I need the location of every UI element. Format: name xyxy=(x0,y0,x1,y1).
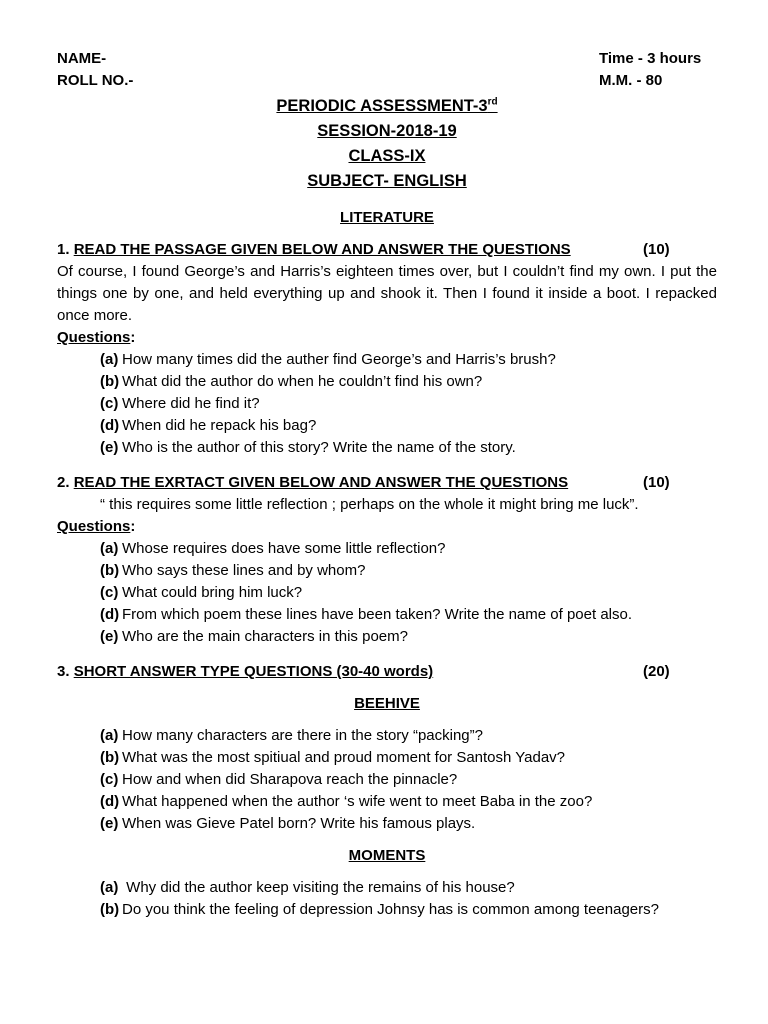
q2-question-d xyxy=(57,604,717,626)
question-label: (d) xyxy=(100,417,120,434)
question-text: Whose requires does have some little reflection? xyxy=(122,540,446,557)
question-text: What could bring him luck? xyxy=(122,584,303,601)
q2-question-b xyxy=(57,560,717,582)
question-label: (c) xyxy=(100,584,119,601)
moments-question-list xyxy=(57,877,717,921)
header-row-1 xyxy=(57,48,717,70)
question-text: How and when did Sharapova reach the pinnacle? xyxy=(122,771,458,788)
beehive-question-c xyxy=(57,769,717,791)
q1-question-list xyxy=(57,349,717,459)
beehive-question-b xyxy=(57,747,717,769)
q2-extract: “ this requires some little reflection ; perhaps on the whole it might bring me luck”. xyxy=(100,496,639,513)
header-row-2 xyxy=(57,70,717,92)
question-text: How many characters are there in the story “packing”? xyxy=(122,727,483,744)
question-text: What happened when the author ‘s wife went to meet Baba in the zoo? xyxy=(122,793,593,810)
q1-question-b xyxy=(57,371,717,393)
q1-question-e xyxy=(57,437,717,459)
moments-question-b xyxy=(57,899,717,921)
beehive-heading: BEEHIVE xyxy=(354,695,420,712)
name-label: NAME- xyxy=(57,50,107,67)
time-label: Time - 3 hours xyxy=(599,50,702,67)
question-label: (a) xyxy=(100,879,119,896)
exam-paper xyxy=(57,48,717,921)
q2-questions-label: Questions: xyxy=(57,518,136,535)
question-text: What was the most spitiual and proud moment for Santosh Yadav? xyxy=(122,749,566,766)
title-assessment: PERIODIC ASSESSMENT-3rd xyxy=(276,96,498,115)
question-label: (e) xyxy=(100,815,119,832)
title-session: SESSION-2018-19 xyxy=(317,122,457,140)
beehive-question-d xyxy=(57,791,717,813)
q3-marks: (20) xyxy=(643,663,670,680)
question-label: (b) xyxy=(100,749,120,766)
question-label: (b) xyxy=(100,562,120,579)
beehive-question-a xyxy=(57,725,717,747)
question-text: When was Gieve Patel born? Write his famous plays. xyxy=(122,815,476,832)
question-text: From which poem these lines have been taken? Write the name of poet also. xyxy=(122,606,633,623)
beehive-question-e xyxy=(57,813,717,835)
question-label: (e) xyxy=(100,628,119,645)
question-text: When did he repack his bag? xyxy=(122,417,317,434)
question-text: What did the author do when he couldn’t find his own? xyxy=(122,373,483,390)
moments-question-a xyxy=(57,877,717,899)
q3-number: 3. xyxy=(57,663,70,680)
question-label: (e) xyxy=(100,439,119,456)
question-label: (c) xyxy=(100,771,119,788)
q1-number: 1. xyxy=(57,241,70,258)
q2-question-a xyxy=(57,538,717,560)
marks-label: M.M. - 80 xyxy=(599,72,663,89)
q2-question-c xyxy=(57,582,717,604)
title-superscript: rd xyxy=(487,96,498,108)
q2-heading xyxy=(57,472,717,494)
moments-heading: MOMENTS xyxy=(348,847,426,864)
question-label: (b) xyxy=(100,373,120,390)
question-label: (d) xyxy=(100,793,120,810)
question-text: Do you think the feeling of depression Johnsy has is common among teenagers? xyxy=(122,901,659,918)
question-label: (d) xyxy=(100,606,120,623)
title-class: CLASS-IX xyxy=(348,147,426,165)
question-text: Who are the main characters in this poem? xyxy=(122,628,408,645)
roll-label: ROLL NO.- xyxy=(57,72,134,89)
question-text: Who is the author of this story? Write the name of the story. xyxy=(122,439,516,456)
q2-number: 2. xyxy=(57,474,70,491)
q3-heading xyxy=(57,661,717,683)
q1-heading xyxy=(57,239,717,261)
q1-passage: Of course, I found George’s and Harris’s eighteen times over, but I couldn’t find my own. I put the things one by one, and held everything up and shook it. Then I found it inside a boot. I repacked once more. xyxy=(57,263,717,324)
question-label: (a) xyxy=(100,351,119,368)
q3-title: SHORT ANSWER TYPE QUESTIONS (30-40 words) xyxy=(73,663,434,680)
question-label: (b) xyxy=(100,901,120,918)
question-label: (a) xyxy=(100,540,119,557)
beehive-question-list xyxy=(57,725,717,835)
q1-marks: (10) xyxy=(643,241,670,258)
title-subject: SUBJECT- ENGLISH xyxy=(307,172,467,190)
q2-title: READ THE EXRTACT GIVEN BELOW AND ANSWER THE QUESTIONS xyxy=(73,474,569,491)
question-label: (a) xyxy=(100,727,119,744)
question-label: (c) xyxy=(100,395,119,412)
exam-title xyxy=(57,94,717,194)
question-text: Who says these lines and by whom? xyxy=(122,562,366,579)
q2-question-list xyxy=(57,538,717,648)
question-text: Where did he find it? xyxy=(122,395,260,412)
q1-question-a xyxy=(57,349,717,371)
literature-heading: LITERATURE xyxy=(340,209,434,226)
q1-title: READ THE PASSAGE GIVEN BELOW AND ANSWER THE QUESTIONS xyxy=(73,241,571,258)
q2-marks: (10) xyxy=(643,474,670,491)
question-text: How many times did the auther find George’s and Harris’s brush? xyxy=(122,351,556,368)
question-text: Why did the author keep visiting the remains of his house? xyxy=(122,879,515,896)
q1-question-c xyxy=(57,393,717,415)
q1-questions-label: Questions: xyxy=(57,329,136,346)
q2-question-e xyxy=(57,626,717,648)
q1-question-d xyxy=(57,415,717,437)
